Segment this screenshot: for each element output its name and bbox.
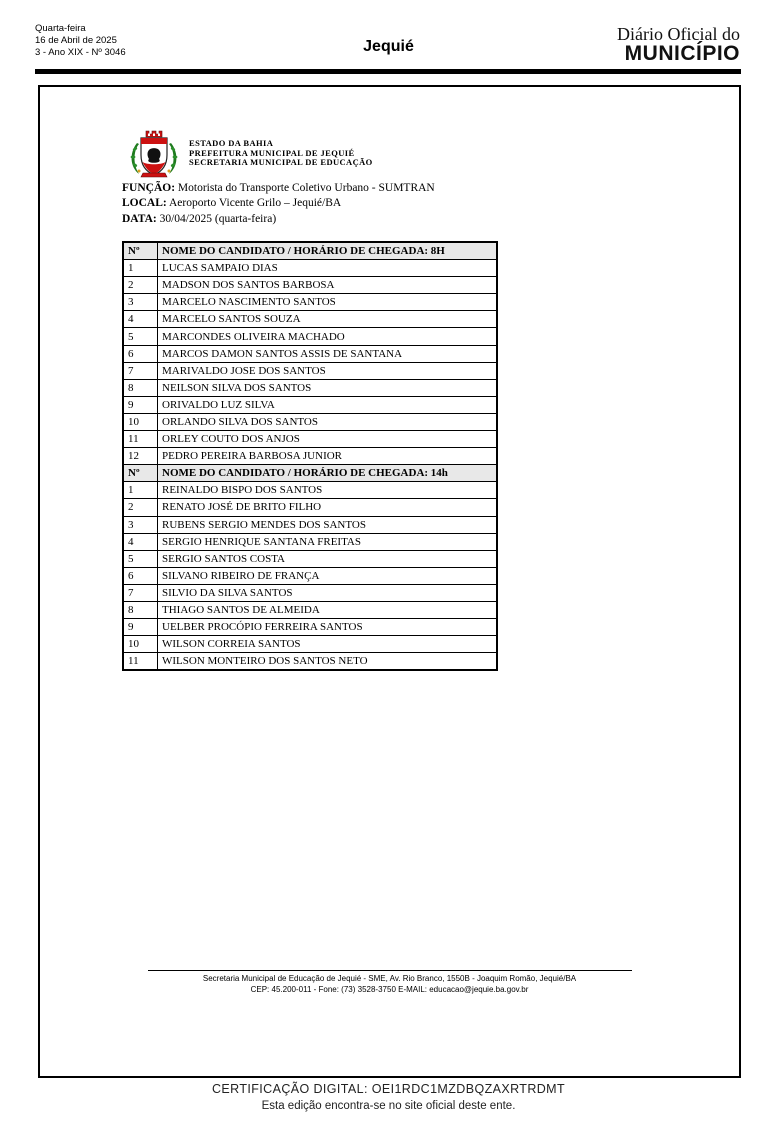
org-line-secretaria: SECRETARIA MUNICIPAL DE EDUCAÇÃO xyxy=(189,157,373,167)
footer-rule xyxy=(148,970,632,971)
row-name: SILVIO DA SILVA SANTOS xyxy=(158,584,498,601)
table-header-8h xyxy=(123,242,497,260)
row-name: MARCELO SANTOS SOUZA xyxy=(158,311,498,328)
row-name: MARIVALDO JOSE DOS SANTOS xyxy=(158,362,498,379)
row-num: 7 xyxy=(123,362,158,379)
table-row xyxy=(123,260,497,277)
section-header-14h: NOME DO CANDIDATO / HORÁRIO DE CHEGADA: 14h xyxy=(158,465,498,482)
num-header: Nº xyxy=(123,242,158,260)
row-name: ORIVALDO LUZ SILVA xyxy=(158,396,498,413)
logo-diario-oficial: Diário Oficial do xyxy=(617,24,740,44)
row-name: MARCOS DAMON SANTOS ASSIS DE SANTANA xyxy=(158,345,498,362)
row-num: 9 xyxy=(123,396,158,413)
document-footer xyxy=(40,970,739,995)
info-data xyxy=(122,212,435,227)
certification-block xyxy=(0,1081,777,1114)
table-row xyxy=(123,550,497,567)
masthead-rule xyxy=(35,69,741,74)
info-local-value: Aeroporto Vicente Grilo – Jequié/BA xyxy=(168,197,342,210)
table-header-14h xyxy=(123,465,497,482)
table-row xyxy=(123,277,497,294)
table-row xyxy=(123,311,497,328)
row-name: THIAGO SANTOS DE ALMEIDA xyxy=(158,601,498,618)
table-row xyxy=(123,362,497,379)
row-name: RENATO JOSÉ DE BRITO FILHO xyxy=(158,499,498,516)
table-row xyxy=(123,482,497,499)
table-row xyxy=(123,619,497,636)
jequie-coat-of-arms-icon xyxy=(127,129,181,181)
table-row xyxy=(123,294,497,311)
num-header: Nº xyxy=(123,465,158,482)
info-data-label: DATA: xyxy=(122,212,157,225)
table-row xyxy=(123,345,497,362)
masthead-city-title: Jequié xyxy=(363,38,414,55)
info-local-label: LOCAL: xyxy=(122,197,167,210)
info-local xyxy=(122,196,435,211)
row-num: 2 xyxy=(123,499,158,516)
row-num: 7 xyxy=(123,584,158,601)
masthead-date: 16 de Abril de 2025 xyxy=(35,35,117,46)
row-name: MADSON DOS SANTOS BARBOSA xyxy=(158,277,498,294)
row-num: 5 xyxy=(123,550,158,567)
row-name: ORLANDO SILVA DOS SANTOS xyxy=(158,413,498,430)
row-name: SILVANO RIBEIRO DE FRANÇA xyxy=(158,567,498,584)
document-frame xyxy=(38,85,741,1078)
table-row xyxy=(123,499,497,516)
org-line-estado: ESTADO DA BAHIA xyxy=(189,138,274,148)
table-row xyxy=(123,328,497,345)
row-name: SERGIO HENRIQUE SANTANA FREITAS xyxy=(158,533,498,550)
row-num: 11 xyxy=(123,653,158,671)
table-row xyxy=(123,431,497,448)
row-name: REINALDO BISPO DOS SANTOS xyxy=(158,482,498,499)
info-funcao xyxy=(122,181,435,196)
table-row xyxy=(123,379,497,396)
row-num: 4 xyxy=(123,533,158,550)
row-num: 6 xyxy=(123,567,158,584)
table-row xyxy=(123,413,497,430)
row-name: PEDRO PEREIRA BARBOSA JUNIOR xyxy=(158,448,498,465)
row-num: 4 xyxy=(123,311,158,328)
table-row xyxy=(123,636,497,653)
row-num: 1 xyxy=(123,260,158,277)
row-num: 9 xyxy=(123,619,158,636)
section-header-8h: NOME DO CANDIDATO / HORÁRIO DE CHEGADA: 8H xyxy=(158,242,498,260)
logo-municipio: MUNICÍPIO xyxy=(624,42,740,65)
row-name: SERGIO SANTOS COSTA xyxy=(158,550,498,567)
info-block xyxy=(122,181,435,227)
info-data-value: 30/04/2025 (quarta-feira) xyxy=(159,212,277,225)
table-row xyxy=(123,653,497,671)
row-num: 8 xyxy=(123,601,158,618)
row-num: 3 xyxy=(123,516,158,533)
org-line-prefeitura: PREFEITURA MUNICIPAL DE JEQUIÉ xyxy=(189,147,355,158)
row-name: NEILSON SILVA DOS SANTOS xyxy=(158,379,498,396)
row-num: 1 xyxy=(123,482,158,499)
masthead-weekday: Quarta-feira xyxy=(35,23,86,34)
row-name: UELBER PROCÓPIO FERREIRA SANTOS xyxy=(158,619,498,636)
row-num: 3 xyxy=(123,294,158,311)
masthead-logo xyxy=(617,25,740,64)
row-num: 10 xyxy=(123,413,158,430)
row-num: 10 xyxy=(123,636,158,653)
row-num: 5 xyxy=(123,328,158,345)
row-num: 12 xyxy=(123,448,158,465)
row-name: ORLEY COUTO DOS ANJOS xyxy=(158,431,498,448)
table-row xyxy=(123,601,497,618)
table-row xyxy=(123,396,497,413)
row-num: 6 xyxy=(123,345,158,362)
info-funcao-label: FUNÇÃO: xyxy=(122,182,176,194)
row-name: LUCAS SAMPAIO DIAS xyxy=(158,260,498,277)
info-funcao-value: Motorista do Transporte Coletivo Urbano - SUMTRAN xyxy=(177,182,435,194)
table-row xyxy=(123,567,497,584)
table-row xyxy=(123,516,497,533)
table-row xyxy=(123,448,497,465)
masthead-edition: 3 - Ano XIX - Nº 3046 xyxy=(35,47,126,58)
table-row xyxy=(123,533,497,550)
footer-address: Secretaria Municipal de Educação de Jequié - SME, Av. Rio Branco, 1550B - Joaquim Romão, Jequié/BA xyxy=(202,974,577,983)
footer-contact: CEP: 45.200-011 - Fone: (73) 3528-3750 E-MAIL: educacao@jequie.ba.gov.br xyxy=(250,984,529,994)
row-name: MARCELO NASCIMENTO SANTOS xyxy=(158,294,498,311)
certification-note: Esta edição encontra-se no site oficial deste ente. xyxy=(261,1100,516,1112)
row-num: 2 xyxy=(123,277,158,294)
row-name: WILSON MONTEIRO DOS SANTOS NETO xyxy=(158,653,498,671)
row-name: MARCONDES OLIVEIRA MACHADO xyxy=(158,328,498,345)
row-num: 11 xyxy=(123,431,158,448)
row-name: WILSON CORREIA SANTOS xyxy=(158,636,498,653)
candidates-table xyxy=(122,241,498,671)
table-row xyxy=(123,584,497,601)
org-lines xyxy=(189,139,373,168)
row-name: RUBENS SERGIO MENDES DOS SANTOS xyxy=(158,516,498,533)
certification-code: CERTIFICAÇÃO DIGITAL: OEI1RDC1MZDBQZAXRTRDMT xyxy=(211,1082,566,1096)
row-num: 8 xyxy=(123,379,158,396)
